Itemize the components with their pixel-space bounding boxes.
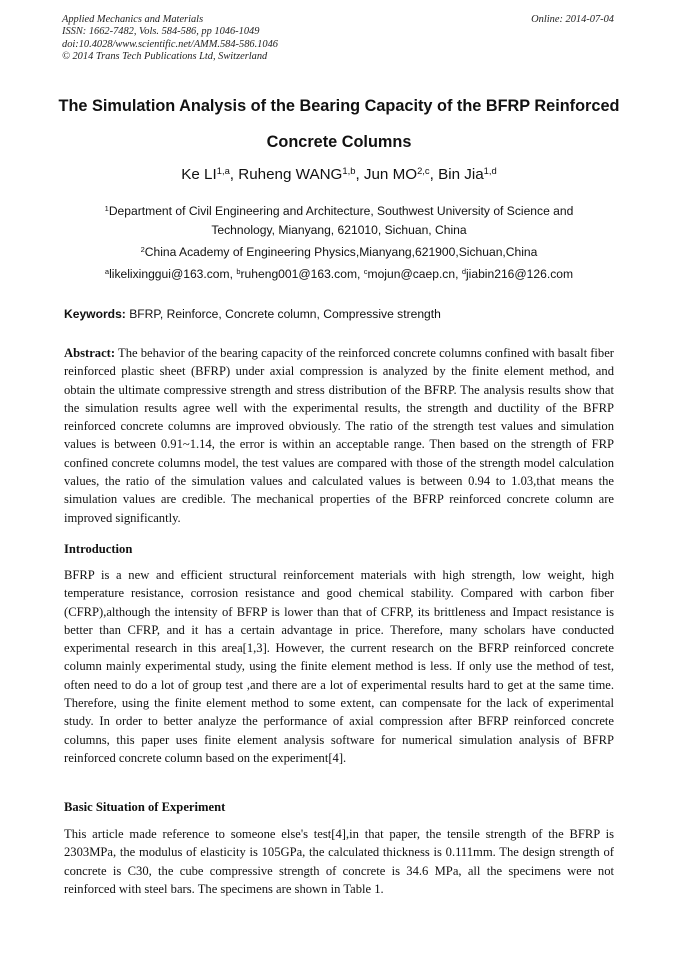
title-line-1: The Simulation Analysis of the Bearing Capacity of the BFRP Reinforced xyxy=(58,97,620,115)
author: Jun MO$^{2,c}$, xyxy=(363,164,439,183)
author-emails: $^a$likelixinggui@163.com, $^b$ruheng001@163.com, $^c$mojun@caep.cn, $^d$jiabin216@126.com xyxy=(104,266,574,281)
affiliation-1: $^1$Department of Civil Engineering and Architecture, Southwest University of Science and Technology, Mianyang, 621010, Sichuan, China xyxy=(104,203,574,237)
email[interactable]: $^b$ruheng001@163.com xyxy=(236,266,358,281)
paper-title xyxy=(40,88,638,160)
journal-name: Applied Mechanics and Materials xyxy=(62,14,204,25)
basic-situation-heading: Basic Situation of Experiment xyxy=(64,800,226,814)
email[interactable]: $^d$jiabin216@126.com xyxy=(461,266,574,281)
introduction-paragraph: BFRP is a new and efficient structural reinforcement materials with high strength, low weight, high temperature resistance, corrosion resistance and good chemical stability. Compared with carbon fiber (CFRP),although the intensity of BFRP is lower than that of CFRP, its brittleness and Impact resistance is better than CFRP, and it has a certain advantage in price. Therefore, many scholars have conducted experimental research in this area[1,3]. However, the current research on the BFRP reinforced concrete column mainly experimental study, using the finite element method is less. If only use the method of test, often need to do a lot of group test ,and there are a lot of experimental results hard to get at the same time. Therefore, using the finite element method to some extent, can compensate for the lack of experimental study. In order to better analyze the performance of axial compression after BFRP reinforced concrete columns, this paper uses finite element analysis software for numerical simulation analysis of BFRP reinforced concrete column based on the experiment[4]. xyxy=(64,568,614,765)
author: Bin Jia$^{1,d}$ xyxy=(438,164,497,183)
copyright-line: © 2014 Trans Tech Publications Ltd, Switzerland xyxy=(62,51,268,63)
keywords-label: Keywords: xyxy=(64,307,126,321)
keywords-text: BFRP, Reinforce, Concrete column, Compressive strength xyxy=(129,307,441,321)
keywords-line xyxy=(64,307,616,321)
email[interactable]: $^a$likelixinggui@163.com xyxy=(104,266,230,281)
abstract-paragraph xyxy=(64,344,614,527)
author: Ruheng WANG$^{1,b}$, xyxy=(238,164,364,183)
abstract-label: Abstract: xyxy=(64,346,116,360)
doi-line: doi:10.4028/www.scientific.net/AMM.584-586.1046 xyxy=(62,38,278,50)
abstract-text: The behavior of the bearing capacity of the reinforced concrete columns confined with basalt fiber reinforced plastic sheet (BFRP) under axial compression is analyzed by the finite element method, and obtain the ultimate compressive strength and stress distribution of the BFRP. The analysis results show that the simulation results agree well with the experimental results, the strength and ductility of the BFRP reinforced concrete columns are improved obviously. The ratio of the strength test values and simulation values is between 0.91~1.14, the error is within an acceptable range. Then based on the strength of FRP confined concrete columns model, the test values are compared with those of the strength model calculation values, the ratio of the simulation values and calculated values is between 0.94 to 1.03,that means the simulation values are credible. The mechanical properties of the BFRP reinforced concrete column are improved significantly. xyxy=(64,346,615,525)
issn-line: ISSN: 1662-7482, Vols. 584-586, pp 1046-1049 xyxy=(62,26,260,38)
author-list xyxy=(40,166,638,183)
introduction-heading: Introduction xyxy=(64,542,133,556)
author: Ke LI$^{1,a}$, xyxy=(181,164,239,183)
online-date: Online: 2014-07-04 xyxy=(531,14,614,25)
title-line-2: Concrete Columns xyxy=(266,133,412,151)
email[interactable]: $^c$mojun@caep.cn xyxy=(363,266,456,281)
basic-situation-paragraph: This article made reference to someone else's test[4],in that paper, the tensile strength of the BFRP is 2303MPa, the modulus of elasticity is 105GPa, the calculated thickness is 0.111mm. The design strength of concrete is C30, the cube compressive strength of concrete is 34.6 MPa, all the specimens were not reinforced with steel bars. The specimens are shown in Table 1. xyxy=(64,827,614,896)
affiliation-2: $^2$China Academy of Engineering Physics,Mianyang,621900,Sichuan,China xyxy=(140,244,538,259)
